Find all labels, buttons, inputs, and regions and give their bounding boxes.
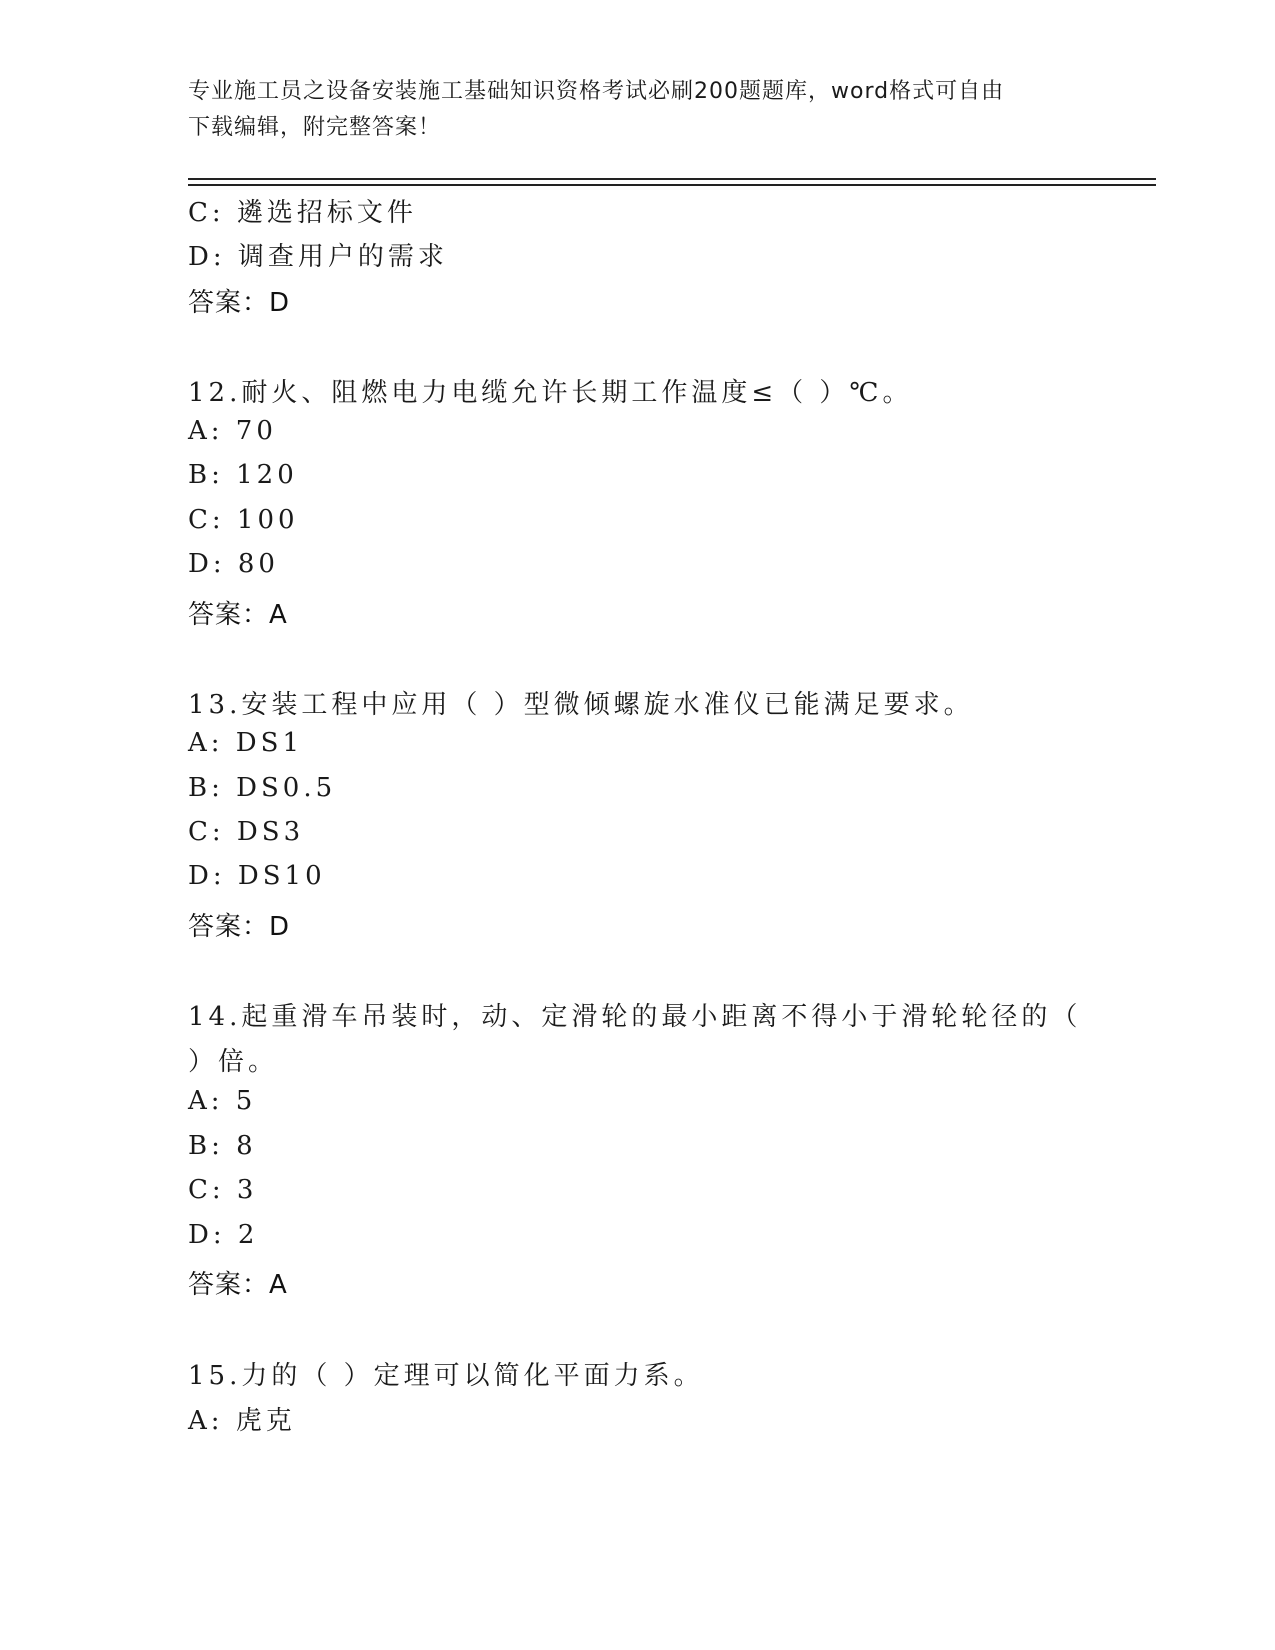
header-line-1: 专业施工员之设备安装施工基础知识资格考试必刷200题题库，word格式可自由: [188, 79, 1005, 104]
q14-answer: 答案：A: [188, 1270, 288, 1300]
header-divider-bottom: [188, 184, 1156, 186]
header-line-2: 下载编辑，附完整答案！: [188, 115, 442, 140]
q14-option-a: A: 5: [188, 1086, 257, 1116]
q12-question: 12.耐火、阻燃电力电缆允许长期工作温度≤（ ）℃。: [188, 378, 913, 408]
q13-answer: 答案：D: [188, 912, 291, 942]
q14-question-line-1: 14.起重滑车吊装时，动、定滑轮的最小距离不得小于滑轮轮径的（: [188, 1002, 1082, 1032]
q14-option-c: C: 3: [188, 1175, 258, 1205]
header-divider-top: [188, 178, 1156, 180]
q15-option-a: A: 虎克: [188, 1406, 296, 1436]
q13-option-b: B: DS0.5: [188, 773, 337, 803]
q12-option-b: B: 120: [188, 460, 298, 490]
q12-option-a: A: 70: [188, 416, 277, 446]
q13-option-a: A: DS1: [188, 728, 303, 758]
q13-option-d: D: DS10: [188, 861, 326, 891]
q11-option-d: D: 调查用户的需求: [188, 242, 448, 272]
q14-question-line-2: ）倍。: [188, 1047, 279, 1077]
q12-option-d: D: 80: [188, 549, 279, 579]
q11-answer: 答案：D: [188, 288, 291, 318]
q13-option-c: C: DS3: [188, 817, 305, 847]
q15-question: 15.力的（ ）定理可以简化平面力系。: [188, 1361, 704, 1391]
q13-question: 13.安装工程中应用（ ）型微倾螺旋水准仪已能满足要求。: [188, 690, 974, 720]
document-header: [188, 74, 1088, 146]
q14-option-d: D: 2: [188, 1220, 259, 1250]
q11-option-c: C: 遴选招标文件: [188, 198, 417, 228]
q12-answer: 答案：A: [188, 600, 288, 630]
q14-option-b: B: 8: [188, 1131, 257, 1161]
q12-option-c: C: 100: [188, 505, 299, 535]
